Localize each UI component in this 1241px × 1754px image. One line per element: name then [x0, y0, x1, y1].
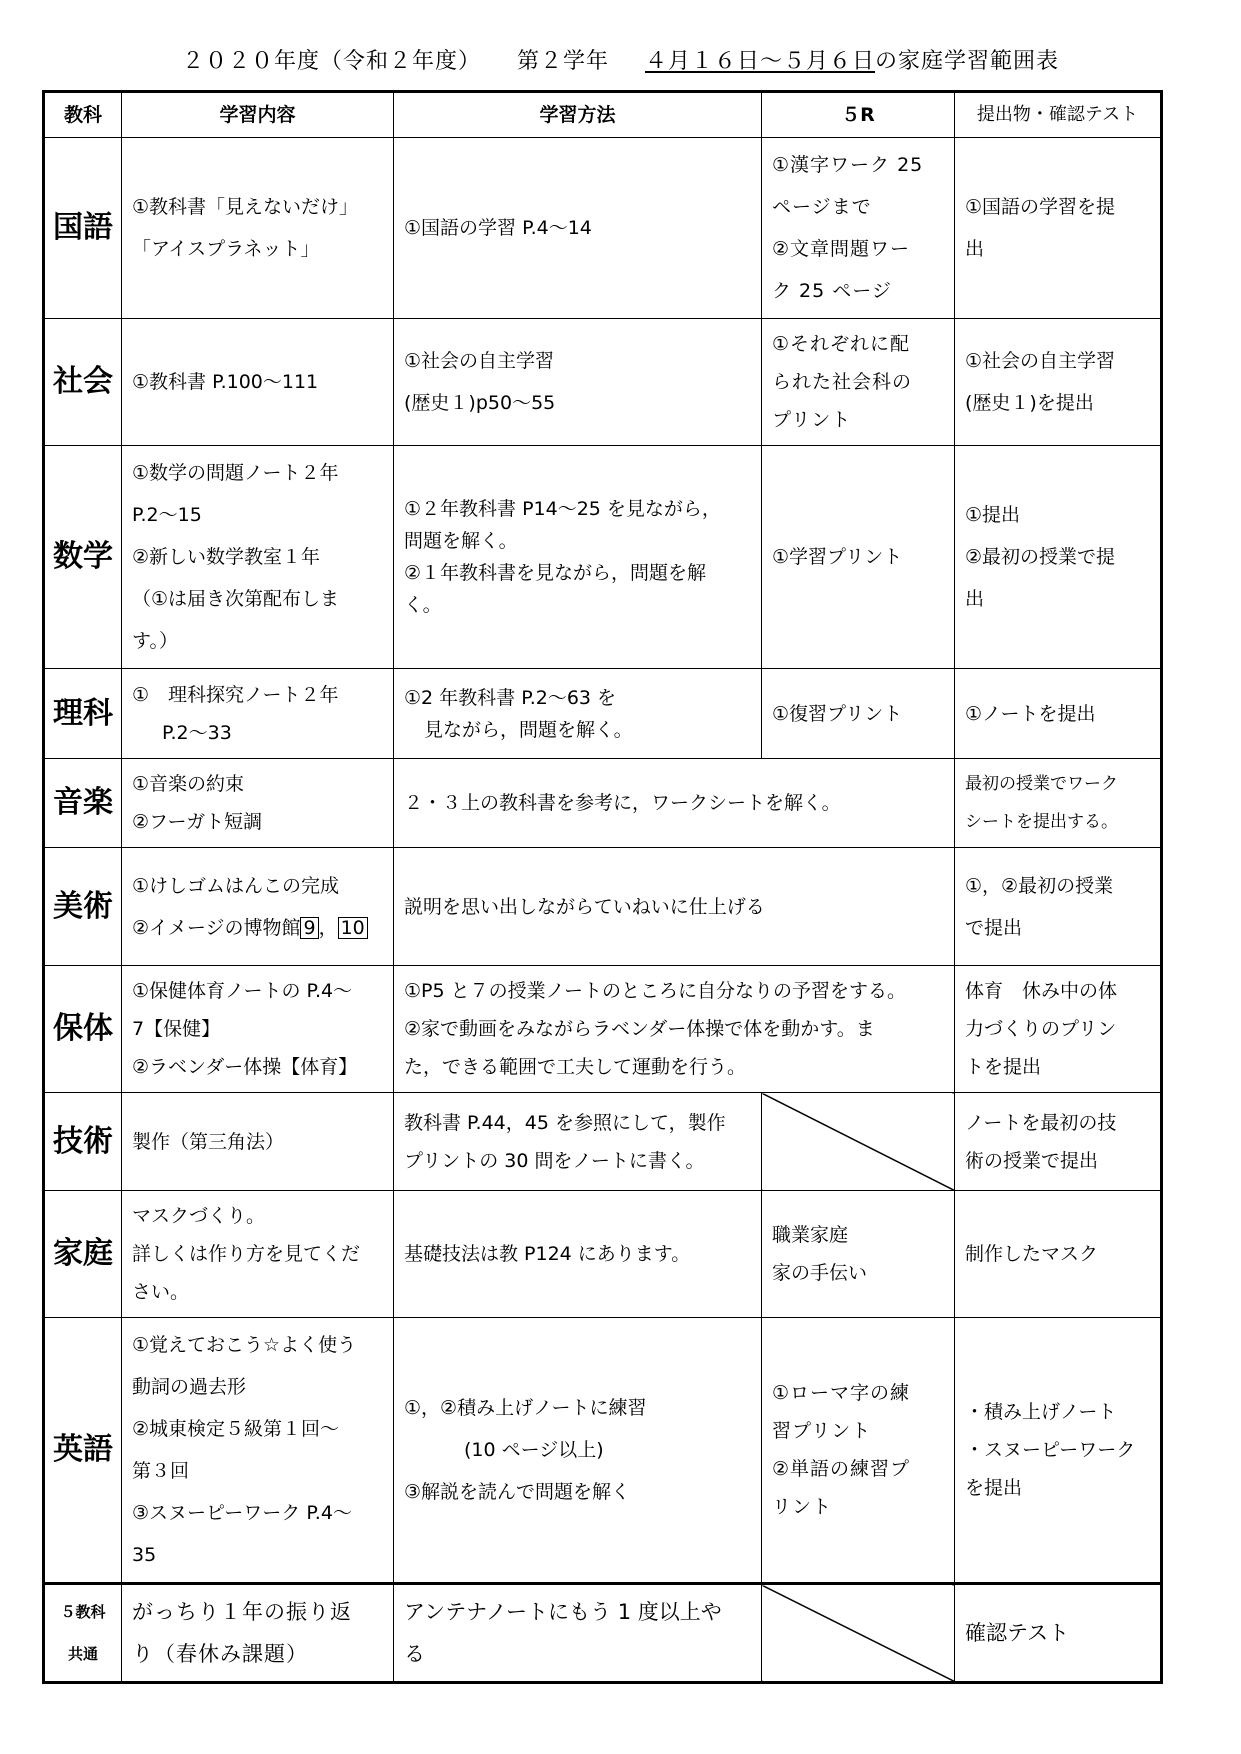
- method-line: た，できる範囲で工夫して運動を行う。: [404, 1056, 747, 1078]
- content-kokugo: [122, 138, 394, 319]
- method-line: 見ながら，問題を解く。: [424, 718, 633, 741]
- content-line: がっちり１年の振り返: [132, 1600, 352, 1624]
- content-eigo: [122, 1318, 394, 1584]
- subject-gijutsu: 技術: [44, 1093, 122, 1191]
- subject-shakai: 社会: [44, 319, 122, 446]
- submit-line: トを提出: [965, 1056, 1042, 1078]
- method-eigo: [394, 1318, 762, 1584]
- method-gijutsu: [394, 1093, 762, 1191]
- fiver-line: リント: [772, 1496, 833, 1518]
- content-line: ②フーガト短調: [132, 811, 263, 833]
- content-line: 第３回: [132, 1460, 190, 1482]
- method-common: [394, 1584, 762, 1683]
- content-line: ②城東検定５級第１回～: [132, 1418, 340, 1440]
- subject-rika: 理科: [44, 669, 122, 759]
- submit-hotai: [955, 966, 1162, 1093]
- subject-line: ５教科: [60, 1603, 106, 1621]
- row-shakai: [44, 319, 1162, 446]
- submit-eigo: [955, 1318, 1162, 1584]
- submit-common: 確認テスト: [955, 1584, 1162, 1683]
- content-line: ②新しい数学教室１年: [132, 546, 321, 568]
- subject-kokugo: 国語: [44, 138, 122, 319]
- submit-line: 出: [965, 238, 985, 260]
- fiver-line: 職業家庭: [772, 1224, 849, 1246]
- submit-line: シートを提出する。: [965, 812, 1118, 832]
- submit-bijutsu: [955, 848, 1162, 966]
- method-line: る: [404, 1642, 425, 1666]
- method-line: ①社会の自主学習: [404, 350, 555, 372]
- content-line: ① 理科探究ノート２年: [132, 683, 339, 706]
- submit-line: ①国語の学習を提: [965, 196, 1116, 218]
- row-common: [44, 1584, 1162, 1683]
- subject-katei: 家庭: [44, 1191, 122, 1318]
- content-line: さい。: [132, 1281, 190, 1303]
- fiver-line: ①それぞれに配: [772, 333, 911, 355]
- header-submission: 提出物・確認テスト: [955, 92, 1162, 138]
- title-year: ２０２０年度（令和２年度）: [181, 49, 481, 74]
- submit-ongaku: [955, 759, 1162, 848]
- submit-line: 力づくりのプリン: [965, 1018, 1117, 1040]
- content-line: 動詞の過去形: [132, 1376, 247, 1398]
- submit-shakai: [955, 319, 1162, 446]
- content-line: ①保健体育ノートの P.4～: [132, 980, 353, 1002]
- row-bijutsu: [44, 848, 1162, 966]
- content-gijutsu: 製作（第三角法）: [122, 1093, 394, 1191]
- method-line: く。: [404, 594, 442, 616]
- fiver-line: ①漢字ワーク 25: [772, 154, 924, 176]
- content-sugaku: [122, 446, 394, 669]
- fiver-eigo: [762, 1318, 955, 1584]
- content-line: す。）: [132, 630, 178, 652]
- method-line: ①，②積み上げノートに練習: [404, 1397, 647, 1419]
- submit-line: ノートを最初の技: [965, 1111, 1117, 1134]
- submit-line: ・スヌーピーワーク: [965, 1439, 1136, 1461]
- row-ongaku: [44, 759, 1162, 848]
- row-eigo: [44, 1318, 1162, 1584]
- subject-ongaku: 音楽: [44, 759, 122, 848]
- header-row: [44, 92, 1162, 138]
- submit-gijutsu: [955, 1093, 1162, 1191]
- fiver-rika: ①復習プリント: [762, 669, 955, 759]
- title-grade: 第２学年: [516, 49, 609, 74]
- header-subject: 教科: [44, 92, 122, 138]
- method-kokugo: ①国語の学習 P.4～14: [394, 138, 762, 319]
- submit-line: 出: [965, 588, 985, 610]
- fiver-line: ①ローマ字の練: [772, 1382, 911, 1404]
- row-rika: [44, 669, 1162, 759]
- content-rika: [122, 669, 394, 759]
- content-line: ①けしゴムはんこの完成: [132, 874, 340, 897]
- subject-hotai: 保体: [44, 966, 122, 1093]
- header-content: 学習内容: [122, 92, 394, 138]
- submit-rika: ①ノートを提出: [955, 669, 1162, 759]
- subject-line: 共通: [67, 1645, 98, 1663]
- content-ongaku: [122, 759, 394, 848]
- content-text: ②イメージの博物館: [132, 916, 301, 939]
- content-line: ③スヌーピーワーク P.4～: [132, 1502, 352, 1524]
- content-line: ①数学の問題ノート２年: [132, 462, 339, 484]
- fiver-line: プリント: [772, 409, 852, 431]
- content-line: ①教科書「見えないだけ」: [132, 196, 359, 218]
- fiver-line: ②単語の練習プ: [772, 1458, 911, 1480]
- method-sugaku: [394, 446, 762, 669]
- method-line: 教科書 P.44，45 を参照にして，製作: [404, 1111, 726, 1134]
- submit-line: ・積み上げノート: [965, 1401, 1117, 1423]
- content-line: 7【保健】: [132, 1018, 221, 1040]
- row-katei: [44, 1191, 1162, 1318]
- study-range-table: [42, 90, 1163, 1684]
- row-gijutsu: [44, 1093, 1162, 1191]
- title-suffix: の家庭学習範囲表: [875, 49, 1060, 74]
- method-line: (10 ページ以上): [464, 1439, 604, 1461]
- fiver-line: ク 25 ページ: [772, 280, 892, 302]
- method-line: アンテナノートにもう 1 度以上や: [404, 1600, 722, 1624]
- boxed-number: 10: [338, 917, 368, 939]
- method-line: ②家で動画をみながらラベンダー体操で体を動かす。ま: [404, 1018, 875, 1040]
- content-hotai: [122, 966, 394, 1093]
- method-bijutsu: 説明を思い出しながらていねいに仕上げる: [394, 848, 955, 966]
- submit-line: で提出: [965, 916, 1023, 939]
- content-line: マスクづくり。: [132, 1205, 266, 1227]
- fiver-sugaku: ①学習プリント: [762, 446, 955, 669]
- submit-katei: 制作したマスク: [955, 1191, 1162, 1318]
- content-line: ①音楽の約束: [132, 773, 245, 795]
- method-line: (歴史１)p50～55: [404, 392, 556, 414]
- row-sugaku: [44, 446, 1162, 669]
- fiver-katei: [762, 1191, 955, 1318]
- fiver-line: ②文章問題ワー: [772, 238, 911, 260]
- content-line: 詳しくは作り方を見てくだ: [132, 1243, 361, 1265]
- subject-eigo: 英語: [44, 1318, 122, 1584]
- submit-line: 最初の授業でワーク: [965, 774, 1118, 794]
- method-line: ②１年教科書を見ながら，問題を解: [404, 562, 707, 584]
- row-kokugo: [44, 138, 1162, 319]
- content-line: 「アイスプラネット」: [132, 238, 320, 260]
- submit-line: 体育 休み中の体: [965, 980, 1118, 1002]
- fiver-shakai: [762, 319, 955, 446]
- boxed-number: 9: [300, 917, 318, 939]
- method-line: ①２年教科書 P14～25 を見ながら，: [404, 498, 721, 520]
- method-hotai: [394, 966, 955, 1093]
- content-line: 35: [132, 1544, 157, 1566]
- row-hotai: [44, 966, 1162, 1093]
- fiver-common-empty: [762, 1584, 955, 1683]
- subject-common: [44, 1584, 122, 1683]
- method-rika: [394, 669, 762, 759]
- subject-bijutsu: 美術: [44, 848, 122, 966]
- method-line: ①P5 と７の授業ノートのところに自分なりの予習をする。: [404, 980, 907, 1002]
- page-title: [0, 44, 1241, 75]
- fiver-line: 習プリント: [772, 1420, 872, 1442]
- comma: ，: [318, 916, 338, 939]
- method-line: ①2 年教科書 P.2～63 を: [404, 686, 617, 709]
- content-katei: [122, 1191, 394, 1318]
- submit-line: ①社会の自主学習: [965, 350, 1116, 372]
- method-shakai: [394, 319, 762, 446]
- submit-line: ①提出: [965, 504, 1021, 526]
- method-line: 問題を解く。: [404, 530, 518, 552]
- submit-line: を提出: [965, 1477, 1023, 1499]
- fiver-gijutsu-empty: [762, 1093, 955, 1191]
- submit-line: ②最初の授業で提: [965, 546, 1116, 568]
- content-line: P.2～33: [162, 721, 232, 744]
- header-method: 学習方法: [394, 92, 762, 138]
- header-5r: ５R: [762, 92, 955, 138]
- fiver-kokugo: [762, 138, 955, 319]
- content-line: ①覚えておこう☆よく使う: [132, 1334, 357, 1356]
- content-shakai: ①教科書 P.100～111: [122, 319, 394, 446]
- submit-sugaku: [955, 446, 1162, 669]
- method-line: プリントの 30 問をノートに書く。: [404, 1149, 705, 1172]
- submit-line: (歴史１)を提出: [965, 392, 1094, 414]
- submit-line: 術の授業で提出: [965, 1149, 1099, 1172]
- method-line: ③解説を読んで問題を解く: [404, 1481, 631, 1503]
- submit-line: ①，②最初の授業: [965, 874, 1114, 897]
- content-line: ②ラベンダー体操【体育】: [132, 1056, 358, 1078]
- fiver-line: ページまで: [772, 196, 872, 218]
- content-common: [122, 1584, 394, 1683]
- submit-kokugo: [955, 138, 1162, 319]
- content-line: [132, 907, 383, 949]
- content-bijutsu: [122, 848, 394, 966]
- fiver-line: 家の手伝い: [772, 1262, 868, 1284]
- subject-sugaku: 数学: [44, 446, 122, 669]
- fiver-line: られた社会科の: [772, 371, 913, 393]
- content-line: （①は届き次第配布しま: [132, 588, 340, 610]
- content-line: P.2～15: [132, 504, 202, 526]
- content-line: り（春休み課題）: [132, 1642, 308, 1666]
- title-period: ４月１６日～５月６日: [645, 49, 876, 74]
- method-katei: 基礎技法は教 P124 にあります。: [394, 1191, 762, 1318]
- method-ongaku: ２・３上の教科書を参考に，ワークシートを解く。: [394, 759, 955, 848]
